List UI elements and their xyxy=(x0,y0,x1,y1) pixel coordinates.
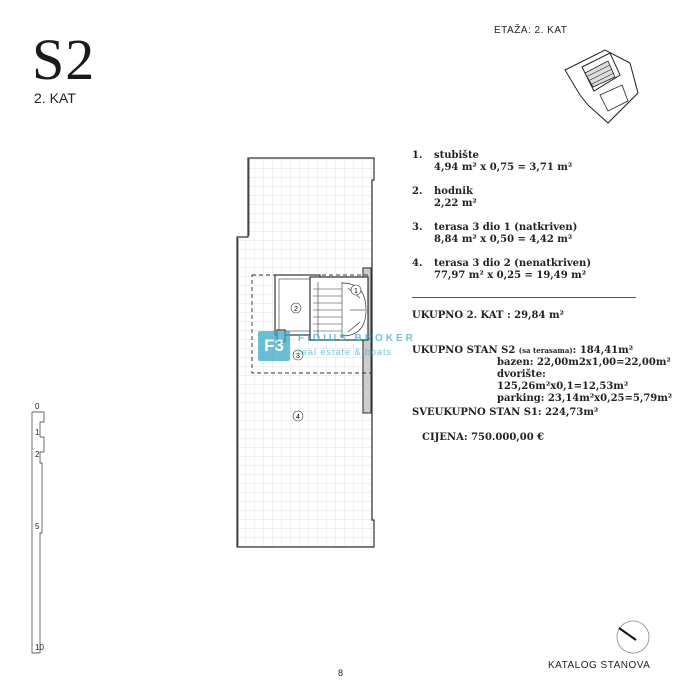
north-arrow-icon xyxy=(614,618,652,656)
level-scale xyxy=(30,400,60,660)
grand-total: SVEUKUPNO STAN S1: 224,73m² xyxy=(412,407,599,418)
page-number: 8 xyxy=(338,668,344,678)
scale-level-0: 0 xyxy=(35,402,40,411)
watermark xyxy=(258,331,418,365)
unit-total-value: : 184,41m² xyxy=(572,345,634,356)
legend-item: 3. terasa 3 dio 1 (natkriven) 8,84 m² x 0,50 = 4,42 m² xyxy=(412,222,578,245)
legend-item: 1. stubište 4,94 m² x 0,75 = 3,71 m² xyxy=(412,150,573,173)
key-plan-diagram xyxy=(560,45,650,125)
svg-text:2: 2 xyxy=(294,306,298,313)
legend-divider xyxy=(412,297,636,298)
unit-total xyxy=(412,345,633,356)
catalog-label: KATALOG STANOVA xyxy=(548,660,651,671)
legend-item: 4. terasa 3 dio 2 (nenatkriven) 77,97 m² x 0,25 = 19,49 m² xyxy=(412,258,592,281)
scale-level-10: 10 xyxy=(35,643,44,652)
scale-level-1: 1 xyxy=(35,428,40,437)
unit-extras xyxy=(497,357,679,405)
room-legend xyxy=(412,150,652,294)
etaza-label: ETAŽA: 2. KAT xyxy=(494,25,568,36)
room-label-2 xyxy=(291,303,301,313)
unit-total-label: UKUPNO STAN S2 xyxy=(412,345,516,356)
price: CIJENA: 750.000,00 € xyxy=(422,432,545,443)
room-label-4 xyxy=(293,411,303,421)
svg-text:3: 3 xyxy=(296,353,300,360)
pool-calc: bazen: 22,00m2x1,00=22,00m² xyxy=(497,357,671,368)
svg-text:4: 4 xyxy=(296,414,300,421)
floor-total: UKUPNO 2. KAT : 29,84 m² xyxy=(412,310,564,321)
watermark-logo: F3 xyxy=(258,331,290,361)
scale-level-2: 2 xyxy=(35,450,40,459)
legend-item: 2. hodnik 2,22 m² xyxy=(412,186,477,209)
scale-level-5: 5 xyxy=(35,522,40,531)
watermark-line2: real estate & boats xyxy=(298,347,393,357)
room-label-1 xyxy=(351,285,361,295)
unit-total-note: (sa terasama) xyxy=(518,346,573,355)
yard-calc: dvorište: 125,26m²x0,1=12,53m² xyxy=(497,369,629,392)
unit-title: S2 xyxy=(32,27,96,92)
svg-text:1: 1 xyxy=(354,288,358,295)
floor-label: 2. KAT xyxy=(34,90,76,106)
watermark-line1: FIDIUS BROKER xyxy=(298,333,416,344)
parking-calc: parking: 23,14m²x0,25=5,79m² xyxy=(497,393,673,404)
